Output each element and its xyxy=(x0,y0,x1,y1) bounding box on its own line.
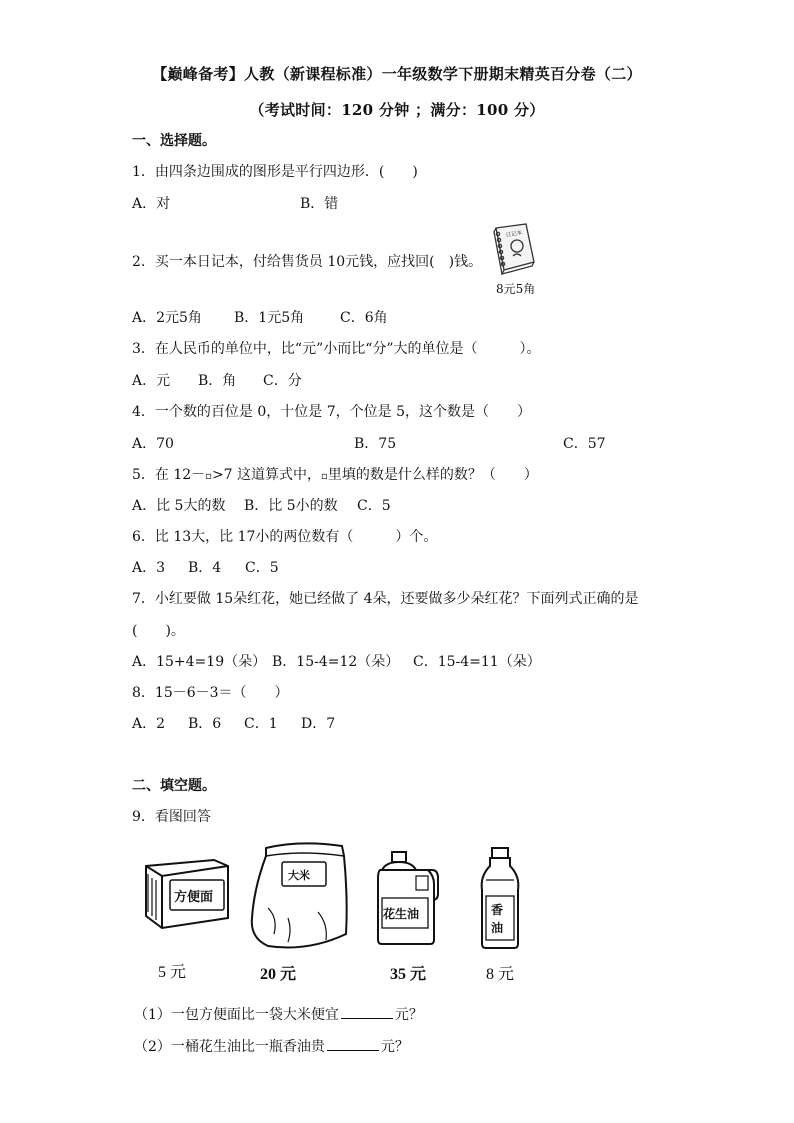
question-9-sub-2 xyxy=(134,1036,409,1056)
question-2-stem: 2．买一本日记本，付给售货员 10元钱，应找回( )钱。 xyxy=(132,254,483,270)
question-9-sub-2-unit: 元？ xyxy=(380,1039,409,1055)
rice-label: 大米 xyxy=(288,869,310,882)
question-9-sub-1-text: （1）一包方便面比一袋大米便宜 xyxy=(134,1007,339,1023)
question-2-option-b[interactable]: B．1元5角 xyxy=(234,310,305,326)
question-3-option-c[interactable]: C．分 xyxy=(263,373,302,389)
diary-label: 日记本 xyxy=(505,230,523,239)
answer-blank-1[interactable] xyxy=(341,1004,393,1019)
question-7-option-b[interactable]: B．15-4=12（朵） xyxy=(272,654,400,670)
question-5-option-a[interactable]: A．比 5大的数 xyxy=(132,498,226,514)
peanut-oil-price: 35 元 xyxy=(390,966,427,983)
question-5-option-c[interactable]: C．5 xyxy=(357,498,391,514)
question-9-stem: 9．看图回答 xyxy=(132,809,211,825)
question-5-option-b[interactable]: B．比 5小的数 xyxy=(244,498,338,514)
question-9-sub-1 xyxy=(134,1004,423,1024)
sesame-oil-label-top: 香 xyxy=(491,903,504,917)
question-7-stem-continued: ( )。 xyxy=(132,623,185,639)
question-5-stem-part: >7 这道算式中， xyxy=(211,467,322,483)
question-6-option-a[interactable]: A．3 xyxy=(132,560,166,576)
question-5-stem-part: 5．在 12－ xyxy=(132,467,206,483)
instant-noodles-icon xyxy=(134,850,230,932)
rice-bag-icon xyxy=(248,838,352,954)
question-4-option-a[interactable]: A．70 xyxy=(132,436,174,452)
question-3-option-a[interactable]: A．元 xyxy=(132,373,171,389)
noodles-label: 方便面 xyxy=(174,890,214,905)
sesame-oil-icon xyxy=(478,846,522,950)
empty-box-icon: ▫ xyxy=(205,471,212,482)
question-4-option-c[interactable]: C．57 xyxy=(563,436,606,452)
question-2-option-c[interactable]: C．6角 xyxy=(340,310,388,326)
question-6-option-b[interactable]: B．4 xyxy=(188,560,222,576)
question-6-option-c[interactable]: C．5 xyxy=(245,560,279,576)
question-7-option-a[interactable]: A．15+4=19（朵） xyxy=(132,654,267,670)
diary-notebook-icon xyxy=(488,222,536,276)
question-8-option-c[interactable]: C．1 xyxy=(244,716,278,732)
question-8-option-b[interactable]: B．6 xyxy=(188,716,222,732)
question-5-stem xyxy=(132,464,538,484)
question-8-stem: 8．15－6－3＝（ ） xyxy=(132,685,289,701)
diary-price-label: 8元5角 xyxy=(496,282,536,296)
sesame-oil-label-bottom: 油 xyxy=(491,921,504,935)
question-8-option-a[interactable]: A．2 xyxy=(132,716,166,732)
peanut-oil-label: 花生油 xyxy=(383,907,420,921)
noodles-price: 5 元 xyxy=(158,964,187,981)
answer-blank-2[interactable] xyxy=(327,1036,379,1051)
question-9-sub-2-text: （2）一桶花生油比一瓶香油贵 xyxy=(134,1039,325,1055)
page-subtitle: （考试时间：120 分钟 ；满分：100 分） xyxy=(249,101,545,119)
question-2-option-a[interactable]: A．2元5角 xyxy=(132,310,202,326)
section-fill-heading: 二、填空题。 xyxy=(132,778,216,794)
question-3-stem: 3．在人民币的单位中，比“元”小而比“分”大的单位是（ ）。 xyxy=(132,341,541,357)
question-4-option-b[interactable]: B．75 xyxy=(354,436,397,452)
sesame-oil-price: 8 元 xyxy=(486,966,515,983)
rice-price: 20 元 xyxy=(260,966,297,983)
peanut-oil-icon xyxy=(372,850,440,946)
question-6-stem: 6．比 13大，比 17小的两位数有（ ）个。 xyxy=(132,529,438,545)
page-title: 【巅峰备考】人教（新课程标准）一年级数学下册期末精英百分卷（二） xyxy=(152,65,642,83)
empty-box-icon: ▫ xyxy=(321,471,328,482)
question-4-stem: 4．一个数的百位是 0，十位是 7，个位是 5，这个数是（ ） xyxy=(132,404,531,420)
question-9-sub-1-unit: 元？ xyxy=(394,1007,423,1023)
question-7-option-c[interactable]: C．15-4=11（朵） xyxy=(413,654,541,670)
question-1-option-b[interactable]: B．错 xyxy=(300,196,339,212)
question-5-stem-part: 里填的数是什么样的数？（ ） xyxy=(327,467,538,483)
section-choice-heading: 一、选择题。 xyxy=(132,133,216,149)
question-3-option-b[interactable]: B．角 xyxy=(198,373,237,389)
question-7-stem: 7．小红要做 15朵红花，她已经做了 4朵，还要做多少朵红花？下面列式正确的是 xyxy=(132,591,639,607)
question-1-stem: 1．由四条边围成的图形是平行四边形．( ) xyxy=(132,164,418,180)
question-1-option-a[interactable]: A．对 xyxy=(132,196,171,212)
question-8-option-d[interactable]: D．7 xyxy=(301,716,336,732)
